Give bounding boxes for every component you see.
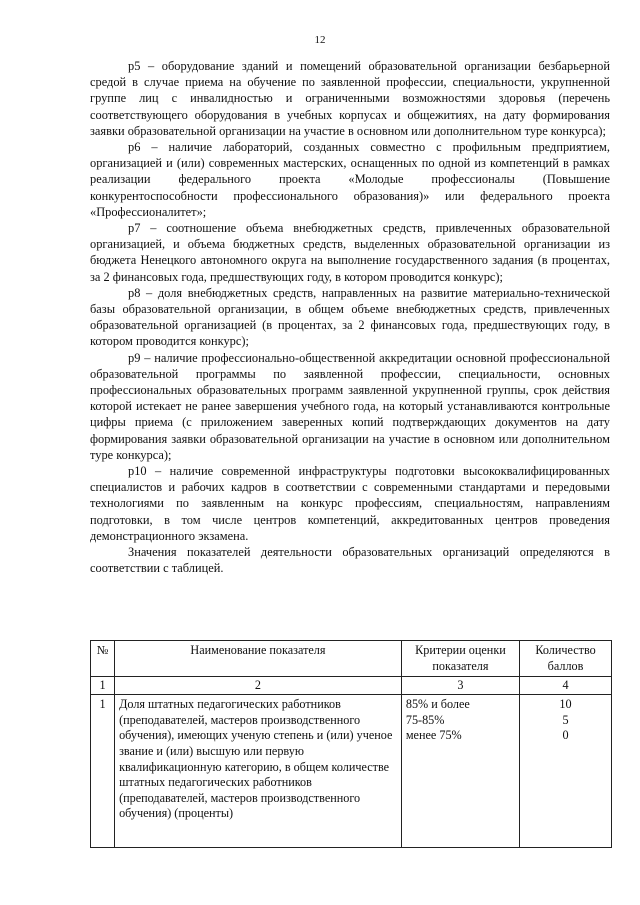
header-number: №: [91, 641, 115, 677]
page-number: 12: [314, 34, 326, 46]
column-number-2: 2: [115, 677, 402, 695]
header-criteria: Критерии оценки показателя: [401, 641, 519, 677]
paragraph-p5: р5 – оборудование зданий и помещений образовательной организации безбарьерной средой в случае приема на обучение по заявленной профессии, специальности, укрупненной группе лиц с инвалидностью и ограниченными возможностями здоровья (перечень соответствующего оборудования в учебных корпусах и общежитиях, на дату формирования заявки образовательной организации на участие в основном или дополнительном туре конкурса);: [90, 59, 610, 138]
table-header-row: [91, 641, 612, 677]
document-body: [90, 58, 610, 577]
column-number-1: 1: [91, 677, 115, 695]
criterion-3: менее 75%: [405, 728, 462, 743]
table-column-numbers-row: [91, 677, 612, 695]
row-indicator-name: Доля штатных педагогических работников (преподавателей, мастеров производственного обучения), имеющих ученую степень и (или) ученое звание и (или) высшую или первую квалификационную категорию, в общем количестве штатных педагогических работников (преподавателей, мастеров производственного обучения) (проценты): [115, 695, 402, 848]
paragraph-p8: р8 – доля внебюджетных средств, направленных на развитие материально-технической базы образовательной организации, в общем объеме внебюджетных средств, привлеченных образовательной организацией (в процентах, за 2 финансовых года, предшествующих году, в котором проводится конкурс);: [90, 285, 610, 349]
paragraph-p9: р9 – наличие профессионально-общественной аккредитации основной профессиональной образовательной программы по заявленной профессии, специальности, основных профессиональных образовательных программ заявленной укрупненной группы, срок действия которой истекает не ранее завершения учебного года, на который устанавливаются контрольные цифры приема (с приложением заверенных копий подтверждающих документов на дату формирования заявки образовательной организации на участие в основном или дополнительном туре конкурса);: [90, 350, 610, 462]
paragraph-p7: р7 – соотношение объема внебюджетных средств, привлеченных образовательной организацией, и объема бюджетных средств, выделенных образовательной организации из бюджета Ненецкого автономного округа на выполнение государственного задания (в процентах, за 2 финансовых года, предшествующих году, в котором проводится конкурс);: [90, 221, 610, 284]
column-number-4: 4: [520, 677, 612, 695]
row-number: 1: [91, 695, 115, 848]
row-criteria: [401, 695, 519, 848]
criterion-1: 85% и более: [405, 697, 470, 712]
criteria-table: [90, 640, 612, 848]
header-indicator-name: Наименование показателя: [115, 641, 402, 677]
score-2: 5: [562, 712, 569, 727]
table-row: [91, 695, 612, 848]
paragraph-p6: р6 – наличие лабораторий, созданных совместно с профильным предприятием, организацией и (или) современных мастерских, оснащенных по одной из компетенций в рамках реализации федерального проекта «Молодые профессионалы (Повышение конкурентоспособности профессионального образования)» или федерального проекта «Профессионалитет»;: [90, 140, 610, 219]
criterion-2: 75-85%: [405, 712, 445, 727]
criteria-table-wrapper: [90, 640, 612, 848]
header-score: Количество баллов: [520, 641, 612, 677]
row-scores: [520, 695, 612, 848]
paragraph-p10: р10 – наличие современной инфраструктуры подготовки высококвалифицированных специалистов и рабочих кадров в соответствии с современными стандартами и передовыми технологиями по заявленным на конкурс профессиям, специальностям, направлениям подготовки, в том числе центров компетенций, аккредитованных центров проведения демонстрационного экзамена.: [90, 464, 610, 543]
score-3: 0: [562, 728, 569, 743]
score-1: 10: [559, 697, 572, 712]
column-number-3: 3: [401, 677, 519, 695]
paragraph-table-intro: Значения показателей деятельности образовательных организаций определяются в соответствии с таблицей.: [90, 545, 610, 576]
